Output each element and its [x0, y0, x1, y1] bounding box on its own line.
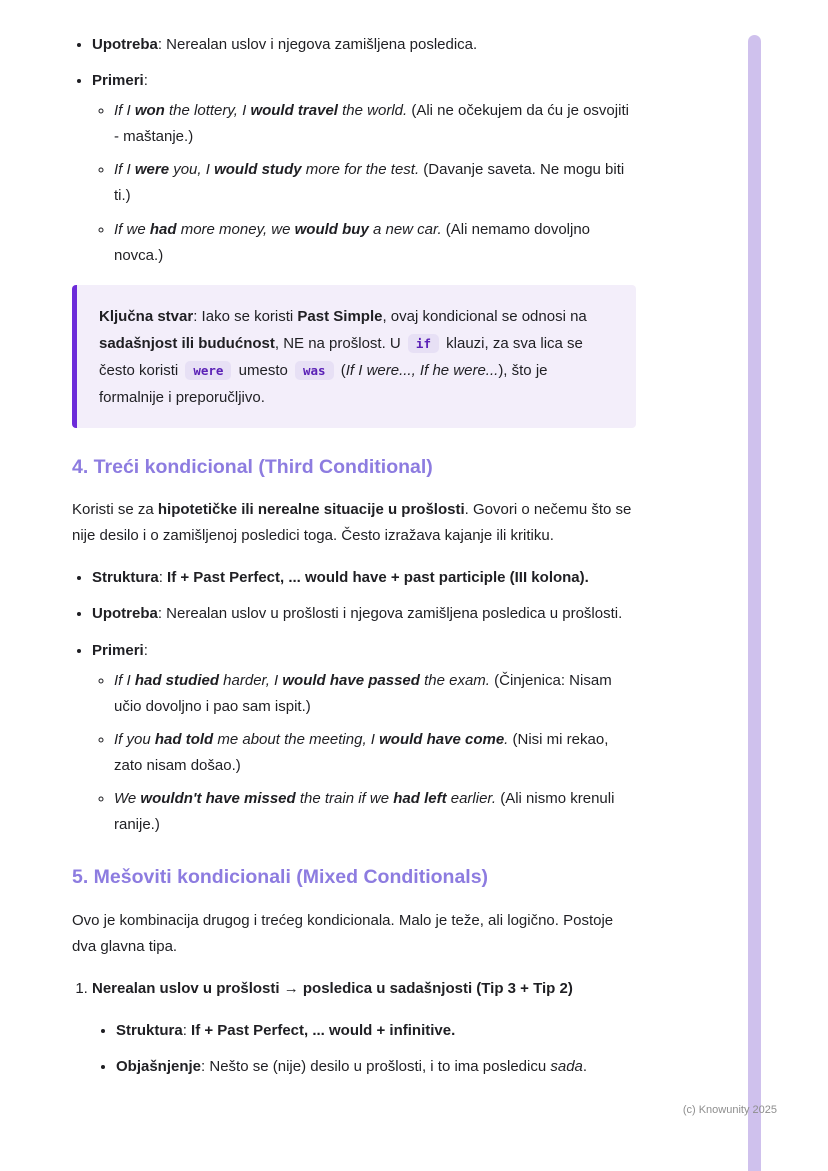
third-conditional-list: [72, 565, 636, 838]
examples-item: [92, 638, 636, 839]
copyright-text: (c) Knowunity 2025: [682, 1104, 777, 1116]
example-item: [114, 786, 636, 838]
key-point-callout: [72, 285, 636, 428]
heading-mixed-conditionals: 5. Mešoviti kondicionali (Mixed Conditionals): [72, 866, 489, 889]
mixed-intro-paragraph: Ovo je kombinacija drugog i trećeg kondicionala. Malo je teže, ali logično. Postoje dva glavna tipa.: [72, 911, 614, 955]
example-text: We wouldn't have missed the train if we had left earlier. (Ali nismo krenuli ranije.): [114, 789, 615, 834]
example-text: If I had studied harder, I would have passed the exam. (Činjenica: Nisam učio dovoljno i pao sam ispit.): [114, 671, 612, 715]
example-text: If I won the lottery, I would travel the world. (Ali ne očekujem da ću je osvojiti - maštanje.): [114, 102, 629, 146]
type1-item: [92, 976, 636, 1080]
third-intro-paragraph: Koristi se za hipotetičke ili nerealne situacije u prošlosti. Govori o nečemu što se nije desilo i o zamišljenoj posledici toga. Često izražava kajanje ili kritiku.: [72, 501, 632, 545]
example-item: [114, 217, 636, 269]
examples-item: [92, 68, 636, 269]
example-item: [114, 727, 636, 779]
examples-label: Primeri:: [92, 72, 148, 90]
callout-text: Ključna stvar: Iako se koristi Past Simple, ovaj kondicional se odnosi na sadašnjost ili budućnost, NE na prošlost. U if klauzi, za sva lica se često koristi were umesto was (If I were..., If he were...), što je formalnije i preporučljivo.: [99, 307, 587, 406]
example-text: If you had told me about the meeting, I would have come. (Nisi mi rekao, zato nisam došao.): [114, 730, 609, 774]
explanation-item: [116, 1054, 636, 1080]
examples-sublist: [92, 98, 636, 269]
usage-item: [92, 601, 636, 627]
structure-text: Struktura: If + Past Perfect, ... would have + past participle (III kolona).: [92, 569, 589, 587]
usage-item: [92, 32, 636, 58]
document-content: [72, 32, 636, 1090]
structure-item: [92, 565, 636, 591]
usage-text: Upotreba: Nerealan uslov i njegova zamišljena posledica.: [92, 36, 478, 53]
type1-title: Nerealan uslov u prošlosti → posledica u sadašnjosti (Tip 3 + Tip 2): [92, 979, 573, 997]
explanation-text: Objašnjenje: Nešto se (nije) desilo u prošlosti, i to ima posledicu sada.: [116, 1057, 588, 1075]
usage-text: Upotreba: Nerealan uslov u prošlosti i njegova zamišljena posledica u prošlosti.: [92, 605, 623, 623]
examples-sublist: [92, 668, 636, 839]
heading-third-conditional: 4. Treći kondicional (Third Conditional): [72, 455, 433, 478]
page-edge-stripe: [748, 35, 761, 1171]
example-text: If I were you, I would study more for the test. (Davanje saveta. Ne mogu biti ti.): [114, 161, 625, 205]
mixed-types-list: [72, 976, 636, 1080]
example-item: [114, 157, 636, 209]
type1-sublist: [92, 1018, 636, 1080]
second-conditional-list: [72, 32, 636, 269]
example-item: [114, 98, 636, 150]
example-item: [114, 668, 636, 720]
structure-text: Struktura: If + Past Perfect, ... would + infinitive.: [116, 1021, 456, 1039]
structure-item: [116, 1018, 636, 1044]
examples-label: Primeri:: [92, 641, 148, 659]
example-text: If we had more money, we would buy a new car. (Ali nemamo dovoljno novca.): [114, 220, 591, 264]
